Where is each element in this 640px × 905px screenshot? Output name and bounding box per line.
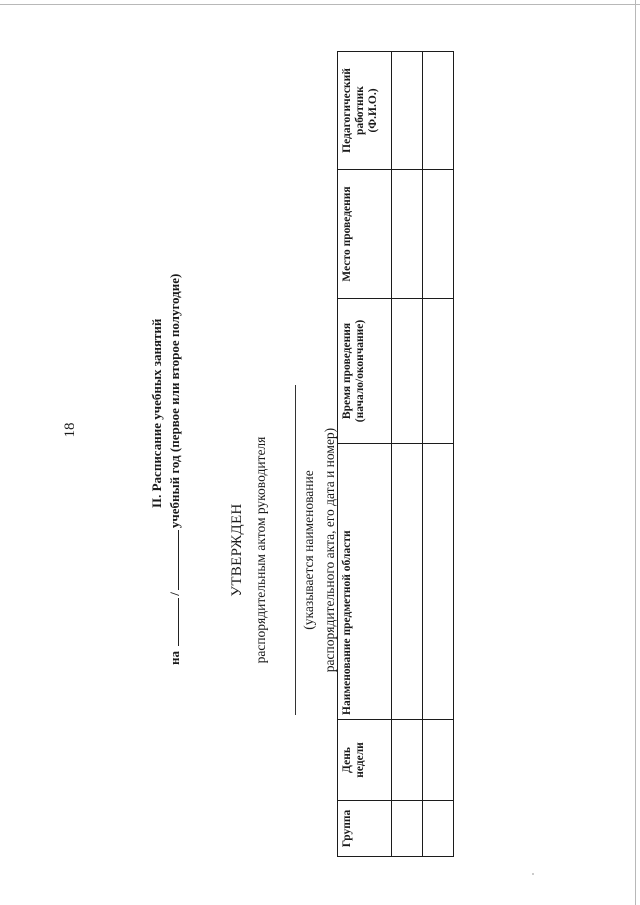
table-cell: [423, 444, 454, 720]
table-cell: [392, 444, 423, 720]
schedule-table: [337, 51, 454, 857]
column-header-group: Группа: [338, 801, 392, 857]
approval-title: УТВЕРЖДЕН: [229, 503, 245, 597]
table-cell: [423, 52, 454, 170]
schedule-heading: II. Расписание учебных занятий: [149, 318, 164, 508]
year-start-blank: [167, 598, 179, 646]
table-cell: [392, 720, 423, 801]
column-header-place: Место проведения: [338, 170, 392, 299]
year-prefix: на: [167, 651, 182, 665]
academic-year-line: [166, 15, 184, 665]
table-row: [423, 52, 454, 857]
table-cell: [392, 801, 423, 857]
schedule-title: [148, 15, 184, 665]
table-cell: [392, 52, 423, 170]
column-header-teacher: Педагогический работник (Ф.И.О.): [338, 52, 392, 170]
year-suffix: учебный год (первое или второе полугодие): [167, 273, 182, 529]
table-header-row: [338, 52, 392, 857]
table-row: [392, 52, 423, 857]
year-end-blank: [167, 530, 179, 590]
page-number: 18: [62, 422, 78, 438]
table-cell: [423, 801, 454, 857]
column-header-time: Время проведения (начало/окончание): [338, 299, 392, 444]
column-header-weekday: День недели: [338, 720, 392, 801]
approval-block: [228, 335, 338, 765]
table-cell: [423, 720, 454, 801]
column-header-subject-area: Наименование предметной области: [338, 444, 392, 720]
table-cell: [392, 299, 423, 444]
approval-hint-line2: распорядительного акта, его дата и номер): [322, 427, 337, 673]
table-cell: [423, 170, 454, 299]
table-cell: [423, 299, 454, 444]
year-slash: /: [167, 592, 182, 596]
approval-signature-line: [295, 385, 296, 715]
table-cell: [392, 170, 423, 299]
approval-subtitle: распорядительным актом руководителя: [253, 436, 268, 664]
approval-hint-line1: (указывается наименование: [301, 470, 316, 630]
